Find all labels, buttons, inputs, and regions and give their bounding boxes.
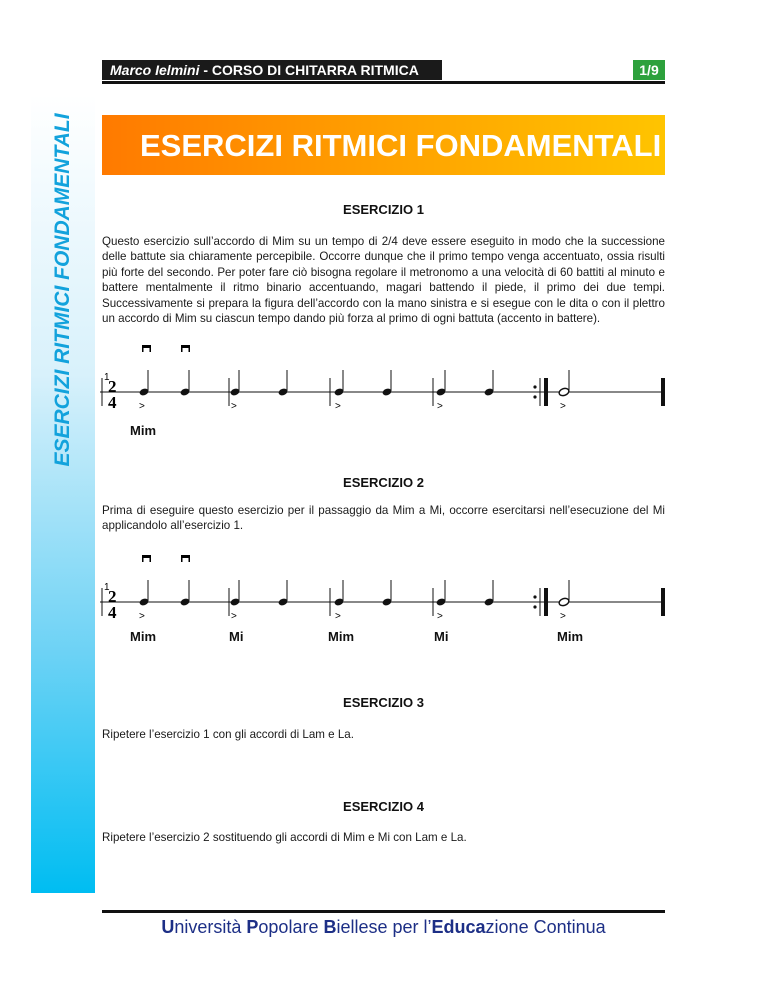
header-author: Marco Ielmini: [110, 62, 200, 78]
repeat-dot: [533, 395, 536, 398]
header-separator: -: [199, 62, 212, 78]
page-number: 1/9: [633, 60, 665, 80]
quarter-note: [139, 580, 150, 607]
time-sig-bottom: 4: [108, 393, 117, 412]
footer-text: zione Continua: [485, 917, 606, 937]
footer-initial: U: [161, 917, 175, 937]
accent-mark: >: [437, 401, 443, 412]
repeat-thick-bar: [544, 588, 548, 616]
accent-mark: >: [231, 611, 237, 622]
exercise-4-title: ESERCIZIO 4: [343, 799, 424, 814]
final-barline: [661, 588, 665, 616]
repeat-dot: [533, 595, 536, 598]
downstroke-icon: [142, 555, 151, 562]
half-note: [558, 370, 570, 397]
accent-mark: >: [560, 401, 566, 412]
quarter-note: [382, 370, 393, 397]
header-rule: [102, 81, 665, 84]
sidebar-title: ESERCIZI RITMICI FONDAMENTALI: [51, 113, 74, 467]
title-banner: [102, 115, 665, 175]
quarter-note: [334, 370, 345, 397]
exercise-4-text: Ripetere l’esercizio 2 sostituendo gli accordi di Mim e Mi con Lam e La.: [102, 831, 467, 844]
quarter-note: [436, 370, 447, 397]
footer-text: opolare: [258, 917, 324, 937]
quarter-note: [278, 370, 289, 397]
quarter-note: [436, 580, 447, 607]
quarter-note: [278, 580, 289, 607]
quarter-note: [230, 580, 241, 607]
repeat-dot: [533, 385, 536, 388]
exercise-2-text: Prima di eseguire questo esercizio per il passaggio da Mim a Mi, occorre esercitarsi nell’esecuzione del Mi applicandolo all’esercizio 1.: [102, 504, 665, 533]
exercise-3-text: Ripetere l’esercizio 1 con gli accordi di Lam e La.: [102, 728, 354, 741]
quarter-note: [484, 370, 495, 397]
chord-label: Mi: [434, 629, 449, 644]
header-course: CORSO DI CHITARRA RITMICA: [211, 62, 419, 78]
footer-initial: B: [323, 917, 337, 937]
chord-label: Mim: [328, 629, 354, 644]
repeat-dot: [533, 605, 536, 608]
downstroke-icon: [142, 345, 151, 352]
chord-label: Mi: [229, 629, 244, 644]
quarter-note: [180, 580, 191, 607]
accent-mark: >: [139, 401, 145, 412]
accent-mark: >: [335, 611, 341, 622]
downstroke-icon: [181, 555, 190, 562]
exercise-3-title: ESERCIZIO 3: [343, 695, 424, 710]
page-title: ESERCIZI RITMICI FONDAMENTALI: [140, 128, 662, 163]
final-barline: [661, 378, 665, 406]
quarter-note: [139, 370, 150, 397]
accent-mark: >: [231, 401, 237, 412]
quarter-note: [230, 370, 241, 397]
footer-initial: Educa: [431, 917, 486, 937]
time-sig-top: 2: [108, 587, 117, 606]
footer-initial: P: [246, 917, 259, 937]
accent-mark: >: [139, 611, 145, 622]
quarter-note: [382, 580, 393, 607]
exercise-2-title: ESERCIZIO 2: [343, 475, 424, 490]
repeat-thick-bar: [544, 378, 548, 406]
quarter-note: [334, 580, 345, 607]
time-sig-bottom: 4: [108, 603, 117, 622]
quarter-note: [484, 580, 495, 607]
chord-label: Mim: [130, 629, 156, 644]
half-note: [558, 580, 570, 607]
measure-number: 1: [104, 582, 110, 593]
exercise-1-title: ESERCIZIO 1: [343, 202, 424, 217]
footer-institution: [102, 917, 665, 938]
measure-number: 1: [104, 372, 110, 383]
quarter-note: [180, 370, 191, 397]
accent-mark: >: [560, 611, 566, 622]
footer-text: iellese per l’: [336, 917, 432, 937]
header-bar: [102, 60, 442, 80]
footer-text: niversità: [174, 917, 247, 937]
accent-mark: >: [335, 401, 341, 412]
chord-label: Mim: [130, 423, 156, 438]
chord-label: Mim: [557, 629, 583, 644]
exercise-1-text: Questo esercizio sull’accordo di Mim su un tempo di 2/4 deve essere eseguito in modo che la successione delle battute sia chiaramente percepibile. Occorre dunque che il primo tempo venga accentuato, ossia risulti più forte del secondo. Per poter fare ciò bisogna regolare il metronomo a una velocità di 60 battiti al minuto e battere mentalmente il ritmo binario accentuando, magari battendo il piede, il primo dei due tempi. Successivamente si prepara la figura dell’accordo con la mano sinistra e si esegue con le dita o con il plettro un accordo di Mim su ciascun tempo dando più forza al primo di ogni battuta (accento in battere).: [102, 235, 665, 326]
time-sig-top: 2: [108, 377, 117, 396]
footer-rule: [102, 910, 665, 913]
accent-mark: >: [437, 611, 443, 622]
rhythm-staff-1: [95, 340, 675, 420]
rhythm-staff-2: [95, 550, 675, 630]
downstroke-icon: [181, 345, 190, 352]
